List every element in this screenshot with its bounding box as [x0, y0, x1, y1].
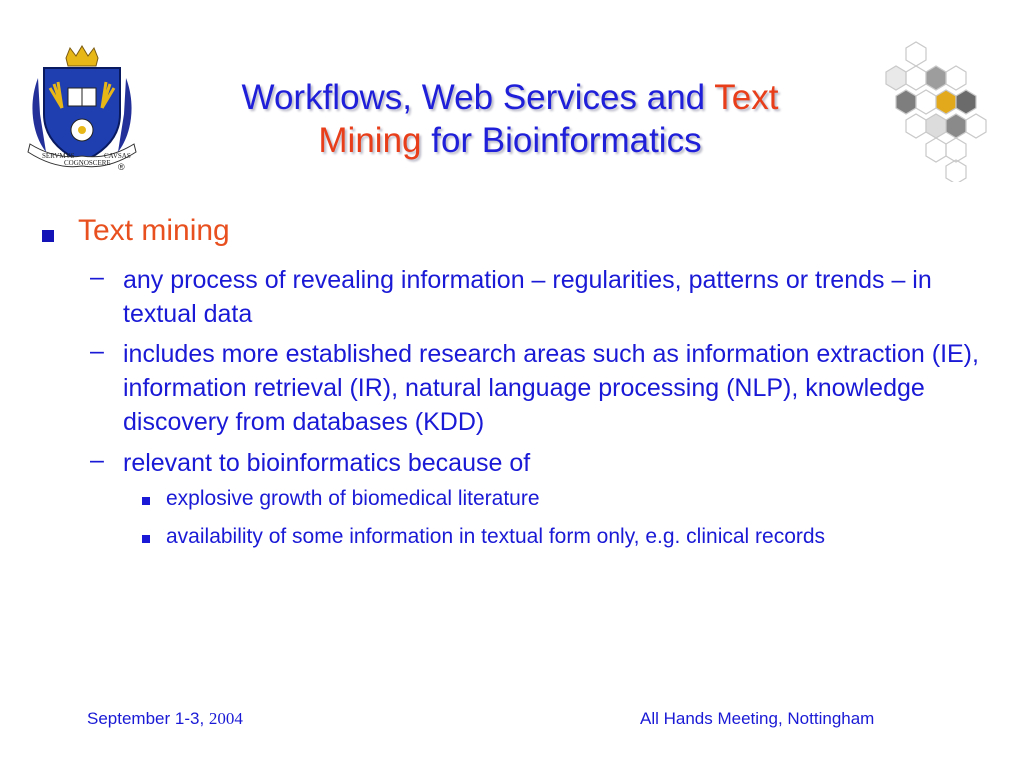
- footer-event: All Hands Meeting, Nottingham: [640, 709, 875, 728]
- dash-bullet-icon: –: [90, 337, 104, 365]
- title-line2-part2: for Bioinformatics: [421, 121, 702, 160]
- footer-date: [87, 709, 243, 729]
- title-line2-highlight: Mining: [318, 121, 422, 160]
- bullet-item-2: includes more established research areas such as information extraction (IE), information retrieval (IR), natural language processing (NLP), knowledge discovery from databases (KDD): [123, 340, 979, 436]
- crest-motto-right: CAVSAS: [104, 152, 131, 160]
- bullet-item-3: relevant to bioinformatics because of: [123, 449, 531, 477]
- crest-motto-mid: COGNOSCERE: [64, 159, 111, 167]
- bullet-item-1: any process of revealing information – regularities, patterns or trends – in textual data: [123, 266, 932, 328]
- sub-bullet-item-1: explosive growth of biomedical literature: [166, 487, 540, 510]
- crest-motto-left: SERVMVS: [42, 152, 75, 160]
- sub-bullet-icon: [142, 497, 150, 505]
- heading-bullet-icon: [42, 230, 54, 242]
- sub-bullet-item-2: availability of some information in textual form only, e.g. clinical records: [166, 525, 826, 548]
- sub-bullet-icon: [142, 535, 150, 543]
- slide-title: [140, 76, 880, 162]
- registered-mark: ®: [118, 162, 125, 172]
- section-heading: Text mining: [78, 214, 230, 247]
- dash-bullet-icon: –: [90, 263, 104, 291]
- dash-bullet-icon: –: [90, 446, 104, 474]
- university-crest-logo: [26, 44, 138, 172]
- footer-date-year: 2004: [208, 709, 243, 728]
- hex-cube-logo: [876, 40, 992, 182]
- title-line1-highlight: Text: [714, 78, 779, 117]
- footer-date-prefix: September 1-3,: [87, 709, 209, 728]
- title-line1-part1: Workflows, Web Services and: [241, 78, 715, 117]
